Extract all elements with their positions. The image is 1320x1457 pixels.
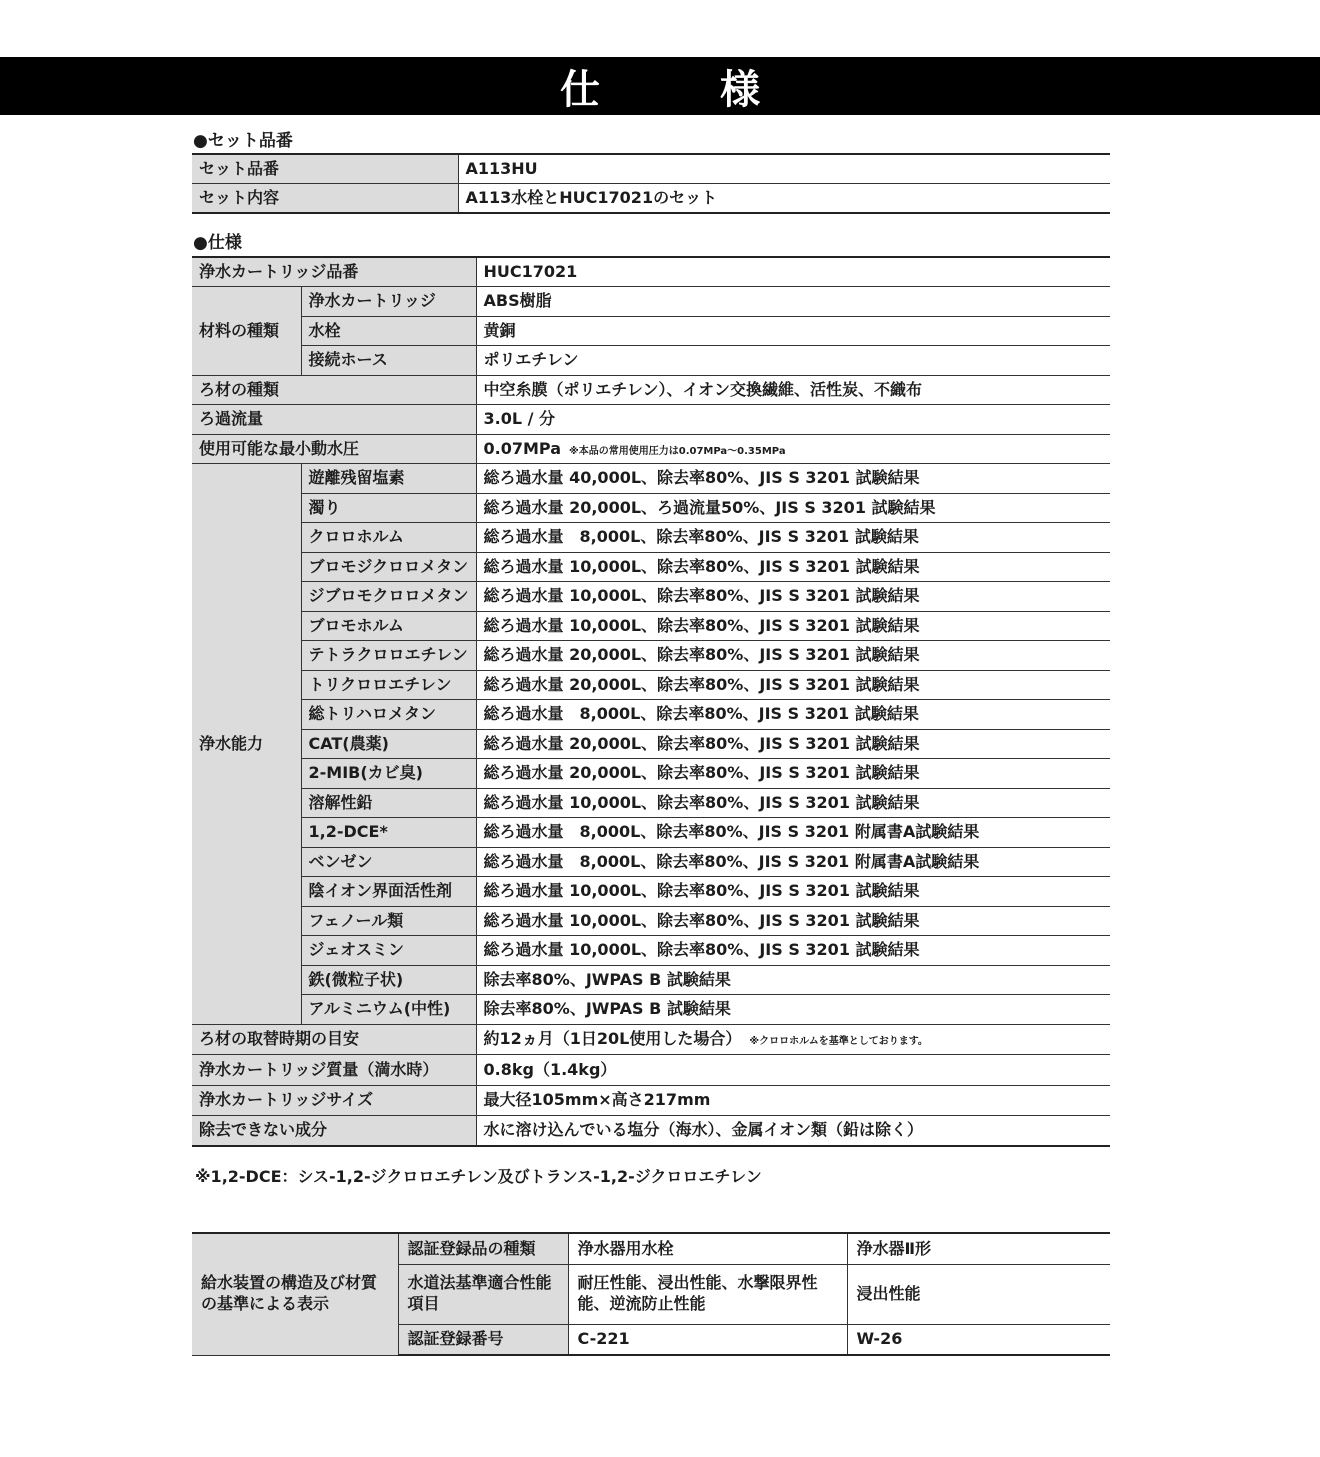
table-row	[192, 434, 1110, 464]
certification-value-a: 耐圧性能、浸出性能、水撃限界性能、逆流防止性能	[568, 1264, 847, 1324]
capability-label: 2-MIB(カビ臭)	[301, 759, 476, 789]
capability-value: 除去率80%、JWPAS B 試験結果	[476, 995, 1110, 1025]
table-row	[192, 552, 1110, 582]
capability-label: トリクロロエチレン	[301, 670, 476, 700]
set-content-label: セット内容	[192, 183, 458, 213]
capability-label: 遊離残留塩素	[301, 464, 476, 494]
set-table	[192, 153, 1110, 214]
capability-label: クロロホルム	[301, 523, 476, 553]
material-value: ABS樹脂	[476, 287, 1110, 317]
capability-label: アルミニウム(中性)	[301, 995, 476, 1025]
table-row	[192, 965, 1110, 995]
table-row	[192, 493, 1110, 523]
page-title: 仕 様	[560, 66, 800, 113]
capability-value: 総ろ過水量 8,000L、除去率80%、JIS S 3201 附属書A試験結果	[476, 847, 1110, 877]
table-row	[192, 523, 1110, 553]
table-row	[192, 729, 1110, 759]
table-row	[192, 154, 1110, 183]
capability-label: CAT(農薬)	[301, 729, 476, 759]
capability-label: ジェオスミン	[301, 936, 476, 966]
min-pressure-label: 使用可能な最小動水圧	[192, 434, 476, 464]
size-label: 浄水カートリッジサイズ	[192, 1085, 476, 1116]
spec-table	[192, 256, 1110, 1147]
capability-value: 総ろ過水量 10,000L、除去率80%、JIS S 3201 試験結果	[476, 552, 1110, 582]
certification-value-a: C-221	[568, 1324, 847, 1355]
table-row	[192, 1024, 1110, 1055]
min-pressure-value: 0.07MPa	[483, 438, 562, 458]
capability-value: 総ろ過水量 20,000L、除去率80%、JIS S 3201 試験結果	[476, 641, 1110, 671]
table-row	[192, 700, 1110, 730]
table-row	[192, 847, 1110, 877]
not-removed-label: 除去できない成分	[192, 1116, 476, 1147]
material-label: 浄水カートリッジ	[301, 287, 476, 317]
table-row	[192, 877, 1110, 907]
footnote: ※1,2-DCE：シス-1,2-ジクロロエチレン及びトランス-1,2-ジクロロエチレン	[195, 1167, 762, 1186]
replacement-value: 約12ヵ月（1日20L使用した場合）	[483, 1029, 742, 1049]
table-row	[192, 1233, 1110, 1264]
table-row	[192, 1116, 1110, 1147]
certification-row-label: 水道法基準適合性能項目	[398, 1264, 568, 1324]
capability-value: 総ろ過水量 10,000L、除去率80%、JIS S 3201 試験結果	[476, 906, 1110, 936]
certification-value-b: 浄水器Ⅱ形	[847, 1233, 1110, 1264]
table-row	[192, 287, 1110, 317]
filter-type-value: 中空糸膜（ポリエチレン）、イオン交換繊維、活性炭、不織布	[476, 375, 1110, 405]
capability-value: 総ろ過水量 10,000L、除去率80%、JIS S 3201 試験結果	[476, 611, 1110, 641]
certification-value-b: W-26	[847, 1324, 1110, 1355]
table-row	[192, 670, 1110, 700]
capability-label: 溶解性鉛	[301, 788, 476, 818]
capability-value: 総ろ過水量 10,000L、除去率80%、JIS S 3201 試験結果	[476, 936, 1110, 966]
certification-value-b: 浸出性能	[847, 1264, 1110, 1324]
capability-label: 濁り	[301, 493, 476, 523]
flow-rate-label: ろ過流量	[192, 405, 476, 435]
table-row	[192, 995, 1110, 1025]
not-removed-value: 水に溶け込んでいる塩分（海水）、金属イオン類（鉛は除く）	[476, 1116, 1110, 1147]
set-section-heading: ●セット品番	[193, 131, 293, 151]
capability-group-label: 浄水能力	[192, 464, 301, 1025]
capability-label: 鉄(微粒子状)	[301, 965, 476, 995]
set-number-label: セット品番	[192, 154, 458, 183]
set-number-value: A113HU	[458, 154, 1110, 183]
set-content-value: A113水栓とHUC17021のセット	[458, 183, 1110, 213]
capability-label: 1,2-DCE*	[301, 818, 476, 848]
materials-group-label: 材料の種類	[192, 287, 301, 376]
table-row	[192, 346, 1110, 376]
table-row	[192, 611, 1110, 641]
capability-value: 総ろ過水量 20,000L、除去率80%、JIS S 3201 試験結果	[476, 670, 1110, 700]
table-row	[192, 183, 1110, 213]
certification-table	[192, 1232, 1110, 1356]
capability-label: ベンゼン	[301, 847, 476, 877]
replacement-cell	[476, 1024, 1110, 1055]
capability-value: 総ろ過水量 10,000L、除去率80%、JIS S 3201 試験結果	[476, 877, 1110, 907]
table-row	[192, 316, 1110, 346]
capability-value: 総ろ過水量 20,000L、ろ過流量50%、JIS S 3201 試験結果	[476, 493, 1110, 523]
table-row	[192, 405, 1110, 435]
table-row	[192, 464, 1110, 494]
material-label: 接続ホース	[301, 346, 476, 376]
material-label: 水栓	[301, 316, 476, 346]
weight-label: 浄水カートリッジ質量（満水時）	[192, 1055, 476, 1086]
capability-value: 総ろ過水量 8,000L、除去率80%、JIS S 3201 試験結果	[476, 523, 1110, 553]
table-row	[192, 257, 1110, 287]
table-row	[192, 818, 1110, 848]
table-row	[192, 906, 1110, 936]
capability-label: 陰イオン界面活性剤	[301, 877, 476, 907]
material-value: 黄銅	[476, 316, 1110, 346]
capability-value: 総ろ過水量 20,000L、除去率80%、JIS S 3201 試験結果	[476, 759, 1110, 789]
capability-value: 総ろ過水量 10,000L、除去率80%、JIS S 3201 試験結果	[476, 582, 1110, 612]
spec-section-heading: ●仕様	[193, 233, 242, 253]
certification-row-label: 認証登録番号	[398, 1324, 568, 1355]
table-row	[192, 582, 1110, 612]
page-title-banner	[0, 57, 1320, 115]
certification-value-a: 浄水器用水栓	[568, 1233, 847, 1264]
min-pressure-note: ※本品の常用使用圧力は0.07MPa～0.35MPa	[569, 445, 786, 457]
replacement-label: ろ材の取替時期の目安	[192, 1024, 476, 1055]
size-value: 最大径105mm×高さ217mm	[476, 1085, 1110, 1116]
capability-value: 総ろ過水量 8,000L、除去率80%、JIS S 3201 試験結果	[476, 700, 1110, 730]
cartridge-code-label: 浄水カートリッジ品番	[192, 257, 476, 287]
table-row	[192, 788, 1110, 818]
min-pressure-cell	[476, 434, 1110, 464]
cartridge-code-value: HUC17021	[476, 257, 1110, 287]
table-row	[192, 375, 1110, 405]
capability-value: 総ろ過水量 20,000L、除去率80%、JIS S 3201 試験結果	[476, 729, 1110, 759]
filter-type-label: ろ材の種類	[192, 375, 476, 405]
capability-label: フェノール類	[301, 906, 476, 936]
replacement-note: ※クロロホルムを基準としております。	[749, 1036, 928, 1048]
capability-label: ブロモジクロロメタン	[301, 552, 476, 582]
table-row	[192, 641, 1110, 671]
capability-value: 総ろ過水量 10,000L、除去率80%、JIS S 3201 試験結果	[476, 788, 1110, 818]
flow-rate-value: 3.0L / 分	[476, 405, 1110, 435]
certification-group-label: 給水装置の構造及び材質の基準による表示	[192, 1233, 398, 1355]
capability-label: ブロモホルム	[301, 611, 476, 641]
certification-row-label: 認証登録品の種類	[398, 1233, 568, 1264]
table-row	[192, 1085, 1110, 1116]
material-value: ポリエチレン	[476, 346, 1110, 376]
capability-label: ジブロモクロロメタン	[301, 582, 476, 612]
table-row	[192, 936, 1110, 966]
capability-value: 総ろ過水量 8,000L、除去率80%、JIS S 3201 附属書A試験結果	[476, 818, 1110, 848]
capability-value: 総ろ過水量 40,000L、除去率80%、JIS S 3201 試験結果	[476, 464, 1110, 494]
capability-label: 総トリハロメタン	[301, 700, 476, 730]
weight-value: 0.8kg（1.4kg）	[476, 1055, 1110, 1086]
table-row	[192, 1055, 1110, 1086]
capability-value: 除去率80%、JWPAS B 試験結果	[476, 965, 1110, 995]
table-row	[192, 759, 1110, 789]
capability-label: テトラクロロエチレン	[301, 641, 476, 671]
